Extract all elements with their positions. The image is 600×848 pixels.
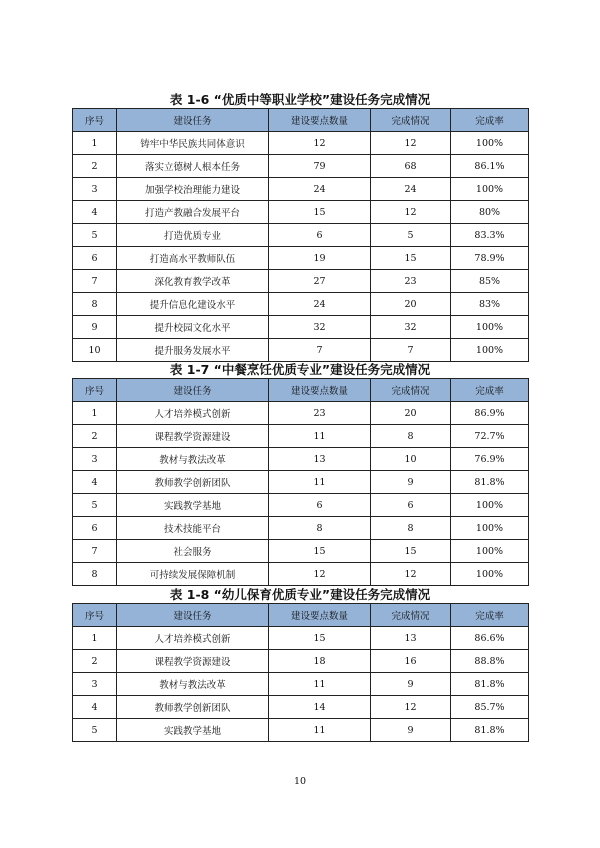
column-header: 建设要点数量 [269,379,371,402]
table-row [73,448,529,471]
table-row [73,696,529,719]
table-cell: 24 [269,178,371,201]
table-cell: 86.9% [451,402,529,425]
table-cell: 15 [269,540,371,563]
table-row [73,650,529,673]
table-row [73,224,529,247]
table-cell: 7 [371,339,451,362]
column-header: 完成率 [451,379,529,402]
table-cell: 88.8% [451,650,529,673]
table-cell: 提升信息化建设水平 [117,293,269,316]
table-cell: 7 [269,339,371,362]
table-cell: 5 [371,224,451,247]
table-cell: 76.9% [451,448,529,471]
table-cell: 3 [73,178,117,201]
table-cell: 23 [269,402,371,425]
table-cell: 100% [451,517,529,540]
table-cell: 课程教学资源建设 [117,425,269,448]
table-cell: 100% [451,563,529,586]
table-cell: 18 [269,650,371,673]
column-header: 完成情况 [371,604,451,627]
table-cell: 1 [73,402,117,425]
table-cell: 81.8% [451,471,529,494]
table-cell: 100% [451,540,529,563]
column-header: 完成情况 [371,109,451,132]
table-cell: 加强学校治理能力建设 [117,178,269,201]
table-cell: 教师教学创新团队 [117,471,269,494]
column-header: 序号 [73,379,117,402]
table-cell: 6 [73,247,117,270]
table-cell: 12 [269,132,371,155]
table-cell: 铸牢中华民族共同体意识 [117,132,269,155]
table-cell: 9 [73,316,117,339]
table-cell: 27 [269,270,371,293]
table-row [73,471,529,494]
table-row [73,155,529,178]
table-cell: 15 [371,540,451,563]
column-header: 序号 [73,109,117,132]
column-header: 建设任务 [117,109,269,132]
table-cell: 24 [371,178,451,201]
table-cell: 12 [371,132,451,155]
table-cell: 15 [371,247,451,270]
table-cell: 打造高水平教师队伍 [117,247,269,270]
table-row [73,563,529,586]
column-header: 完成率 [451,604,529,627]
table-cell: 落实立德树人根本任务 [117,155,269,178]
table-cell: 6 [371,494,451,517]
table-cell: 15 [269,201,371,224]
table-row [73,293,529,316]
column-header: 序号 [73,604,117,627]
table-header-row [73,379,529,402]
table-cell: 11 [269,425,371,448]
table-cell: 12 [371,201,451,224]
table-cell: 100% [451,316,529,339]
table-cell: 8 [73,563,117,586]
table-cell: 5 [73,494,117,517]
table-cell: 4 [73,201,117,224]
table-row [73,201,529,224]
table-cell: 83% [451,293,529,316]
table-cell: 13 [269,448,371,471]
table-cell: 10 [73,339,117,362]
table-cell: 可持续发展保障机制 [117,563,269,586]
table-cell: 23 [371,270,451,293]
table-cell: 打造优质专业 [117,224,269,247]
table-1-8-caption: 表 1-8 “幼儿保育优质专业”建设任务完成情况 [169,587,431,602]
table-1-8 [72,603,529,742]
table-cell: 13 [371,627,451,650]
table-cell: 技术技能平台 [117,517,269,540]
table-cell: 8 [371,517,451,540]
table-header-row [73,604,529,627]
table-1-6 [72,108,529,362]
table-cell: 1 [73,627,117,650]
table-cell: 12 [371,696,451,719]
table-cell: 提升校园文化水平 [117,316,269,339]
table-cell: 72.7% [451,425,529,448]
table-cell: 14 [269,696,371,719]
table-cell: 4 [73,696,117,719]
column-header: 建设任务 [117,604,269,627]
table-cell: 100% [451,178,529,201]
table-cell: 课程教学资源建设 [117,650,269,673]
table-cell: 24 [269,293,371,316]
table-1-7 [72,378,529,586]
table-cell: 1 [73,132,117,155]
table-cell: 86.6% [451,627,529,650]
table-cell: 20 [371,293,451,316]
table-cell: 2 [73,650,117,673]
table-row [73,425,529,448]
table-cell: 16 [371,650,451,673]
table-cell: 100% [451,339,529,362]
table-cell: 81.8% [451,719,529,742]
table-cell: 2 [73,425,117,448]
table-row [73,719,529,742]
table-cell: 68 [371,155,451,178]
table-cell: 教材与教法改革 [117,673,269,696]
column-header: 完成率 [451,109,529,132]
table-cell: 9 [371,719,451,742]
table-cell: 83.3% [451,224,529,247]
table-row [73,540,529,563]
table-header-row [73,109,529,132]
table-cell: 教材与教法改革 [117,448,269,471]
table-cell: 11 [269,673,371,696]
table-cell: 深化教育教学改革 [117,270,269,293]
table-cell: 社会服务 [117,540,269,563]
column-header: 建设要点数量 [269,109,371,132]
table-cell: 5 [73,224,117,247]
table-cell: 3 [73,673,117,696]
table-cell: 78.9% [451,247,529,270]
table-cell: 9 [371,471,451,494]
table-cell: 15 [269,627,371,650]
table-row [73,402,529,425]
table-cell: 85% [451,270,529,293]
column-header: 建设要点数量 [269,604,371,627]
table-cell: 12 [371,563,451,586]
column-header: 建设任务 [117,379,269,402]
table-cell: 9 [371,673,451,696]
table-cell: 实践教学基地 [117,494,269,517]
table-cell: 10 [371,448,451,471]
table-cell: 3 [73,448,117,471]
table-row [73,673,529,696]
table-row [73,132,529,155]
table-cell: 提升服务发展水平 [117,339,269,362]
table-row [73,494,529,517]
table-row [73,247,529,270]
column-header: 完成情况 [371,379,451,402]
table-cell: 7 [73,270,117,293]
table-cell: 80% [451,201,529,224]
page-number: 10 [293,776,307,787]
table-cell: 12 [269,563,371,586]
table-cell: 6 [269,494,371,517]
table-cell: 32 [269,316,371,339]
table-cell: 32 [371,316,451,339]
table-row [73,627,529,650]
table-row [73,178,529,201]
table-cell: 85.7% [451,696,529,719]
table-cell: 人才培养模式创新 [117,402,269,425]
table-row [73,270,529,293]
table-cell: 人才培养模式创新 [117,627,269,650]
table-cell: 4 [73,471,117,494]
table-cell: 8 [371,425,451,448]
table-cell: 实践教学基地 [117,719,269,742]
table-cell: 100% [451,132,529,155]
table-cell: 81.8% [451,673,529,696]
table-cell: 6 [73,517,117,540]
table-cell: 8 [73,293,117,316]
table-cell: 7 [73,540,117,563]
table-cell: 100% [451,494,529,517]
table-cell: 11 [269,719,371,742]
table-row [73,316,529,339]
table-cell: 8 [269,517,371,540]
table-cell: 79 [269,155,371,178]
table-cell: 86.1% [451,155,529,178]
table-row [73,517,529,540]
table-cell: 5 [73,719,117,742]
table-cell: 20 [371,402,451,425]
table-cell: 教师教学创新团队 [117,696,269,719]
table-cell: 6 [269,224,371,247]
table-cell: 打造产教融合发展平台 [117,201,269,224]
table-cell: 2 [73,155,117,178]
table-row [73,339,529,362]
table-cell: 11 [269,471,371,494]
table-1-7-caption: 表 1-7 “中餐烹饪优质专业”建设任务完成情况 [169,362,431,377]
table-cell: 19 [269,247,371,270]
table-1-6-caption: 表 1-6 “优质中等职业学校”建设任务完成情况 [169,92,431,107]
